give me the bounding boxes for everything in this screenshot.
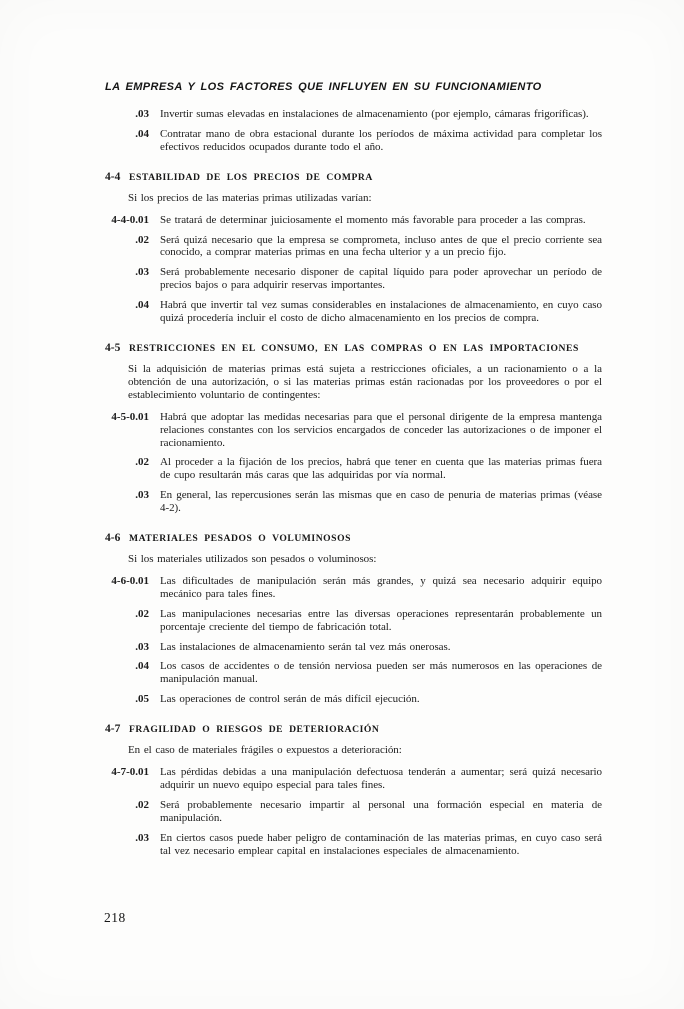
item-text: En ciertos casos puede haber peligro de contaminación de las materias primas, en cuyo caso será tal vez necesario emplear capital en instalaciones especiales de almacenamiento. (160, 831, 602, 857)
list-item (105, 411, 602, 450)
list-item (105, 108, 602, 121)
item-number: 4-5-0.01 (111, 410, 149, 423)
item-text: Será quizá necesario que la empresa se comprometa, incluso antes de que el precio corriente sea conocido, a comprar materias primas en una fecha ulterior y a un precio fijo. (160, 233, 602, 259)
item-number: .03 (135, 831, 149, 844)
item-number: .05 (135, 693, 149, 706)
section-heading (105, 342, 602, 354)
item-text: Será probablemente necesario impartir al personal una formación especial en materia de manipulación. (160, 798, 602, 824)
list-item (105, 214, 602, 227)
document-section (105, 723, 602, 857)
item-text: Las instalaciones de almacenamiento serán tal vez más onerosas. (160, 640, 451, 653)
section-number: 4-4 (105, 170, 121, 183)
list-item (105, 234, 602, 260)
list-item (105, 766, 602, 792)
list-item (105, 693, 602, 706)
section-intro: En el caso de materiales frágiles o expuestos a deterioración: (128, 744, 402, 757)
item-number: .02 (135, 607, 149, 620)
item-text: Habrá que invertir tal vez sumas considerables en instalaciones de almacenamiento, en cuyo caso quizá procedería incluir el costo de dicho almacenamiento en los precios de compra. (160, 299, 602, 325)
section-heading (105, 171, 602, 183)
item-number: .03 (135, 266, 149, 279)
list-item (105, 799, 602, 825)
section-intro: Si los materiales utilizados son pesados o voluminosos: (128, 553, 377, 566)
list-item (105, 489, 602, 515)
item-number: .03 (135, 640, 149, 653)
list-item (105, 575, 602, 601)
item-text: Las dificultades de manipulación serán más grandes, y quizá sea necesario adquirir equipo mecánico para tales fines. (160, 574, 602, 600)
item-number: 4-7-0.01 (111, 766, 149, 779)
page-number: 218 (104, 910, 126, 925)
item-number: .02 (135, 233, 149, 246)
list-item (105, 832, 602, 858)
list-item (105, 641, 602, 654)
section-items (105, 108, 602, 154)
item-number: .04 (135, 660, 149, 673)
section-title: MATERIALES PESADOS O VOLUMINOSOS (129, 533, 351, 545)
section-number: 4-7 (105, 723, 121, 736)
item-text: Habrá que adoptar las medidas necesarias para que el personal dirigente de la empresa mantenga relaciones constantes con los servicios encargados de conceder las autorizaciones o de imponer el racionamiento. (160, 410, 602, 449)
document-section (105, 342, 602, 515)
item-text: Las pérdidas debidas a una manipulación defectuosa tenderán a aumentar; será quizá necesario adquirir un nuevo equipo especial para tales fines. (160, 766, 602, 791)
item-number: .02 (135, 798, 149, 811)
list-item (105, 456, 602, 482)
item-text: Las operaciones de control serán de más difícil ejecución. (160, 693, 420, 706)
section-items (105, 411, 602, 515)
running-header: LA EMPRESA Y LOS FACTORES QUE INFLUYEN EN SU FUNCIONAMIENTO (105, 81, 542, 93)
item-number: .03 (135, 108, 149, 120)
item-text: Los casos de accidentes o de tensión nerviosa pueden ser más numerosos en las operaciones de manipulación manual. (160, 660, 602, 686)
section-items (105, 214, 602, 325)
item-number: .02 (135, 456, 149, 469)
list-item (105, 128, 602, 154)
list-item (105, 266, 602, 292)
section-intro: Si los precios de las materias primas utilizadas varían: (128, 191, 372, 204)
item-number: .03 (135, 489, 149, 502)
section-intro: Si la adquisición de materias primas está sujeta a restricciones oficiales, a un racionamiento o a la obtención de una autorización, o si las materias primas están racionadas por los proveedores o por el establecimiento voluntario de contingentes: (128, 362, 602, 401)
section-heading (105, 532, 602, 544)
item-text: En general, las repercusiones serán las mismas que en caso de penuria de materias primas (véase 4-2). (160, 489, 602, 515)
list-item (105, 299, 602, 325)
item-number: 4-4-0.01 (111, 213, 149, 226)
section-items (105, 575, 602, 706)
section-number: 4-5 (105, 341, 121, 354)
document-section (105, 532, 602, 706)
item-number: .04 (135, 127, 149, 140)
item-number: .04 (135, 299, 149, 312)
item-text: Contratar mano de obra estacional durante los períodos de máxima actividad para completar los efectivos reducidos ocupados durante todo el año. (160, 127, 602, 153)
list-item (105, 608, 602, 634)
section-title: RESTRICCIONES EN EL CONSUMO, EN LAS COMPRAS O EN LAS IMPORTACIONES (129, 342, 579, 354)
section-title: FRAGILIDAD O RIESGOS DE DETERIORACIÓN (129, 724, 380, 736)
item-text: Se tratará de determinar juiciosamente el momento más favorable para proceder a las compras. (160, 213, 586, 226)
item-text: Las manipulaciones necesarias entre las diversas operaciones representarán probablemente un porcentaje creciente del tiempo de fabricación total. (160, 607, 602, 633)
list-item (105, 660, 602, 686)
document-section (105, 108, 602, 154)
item-text: Será probablemente necesario disponer de capital líquido para poder aprovechar un período de precios bajos o para adquirir reservas importantes. (160, 266, 602, 292)
section-title: ESTABILIDAD DE LOS PRECIOS DE COMPRA (129, 171, 373, 183)
document-section (105, 171, 602, 325)
section-heading (105, 723, 602, 735)
section-number: 4-6 (105, 532, 121, 545)
item-text: Al proceder a la fijación de los precios, habrá que tener en cuenta que las materias primas fuera de cupo resultarán más caras que las adquiridas por vía normal. (160, 456, 602, 482)
item-text: Invertir sumas elevadas en instalaciones de almacenamiento (por ejemplo, cámaras frigoríficas). (160, 108, 589, 120)
document-body (105, 108, 602, 858)
section-items (105, 766, 602, 857)
item-number: 4-6-0.01 (111, 574, 149, 587)
